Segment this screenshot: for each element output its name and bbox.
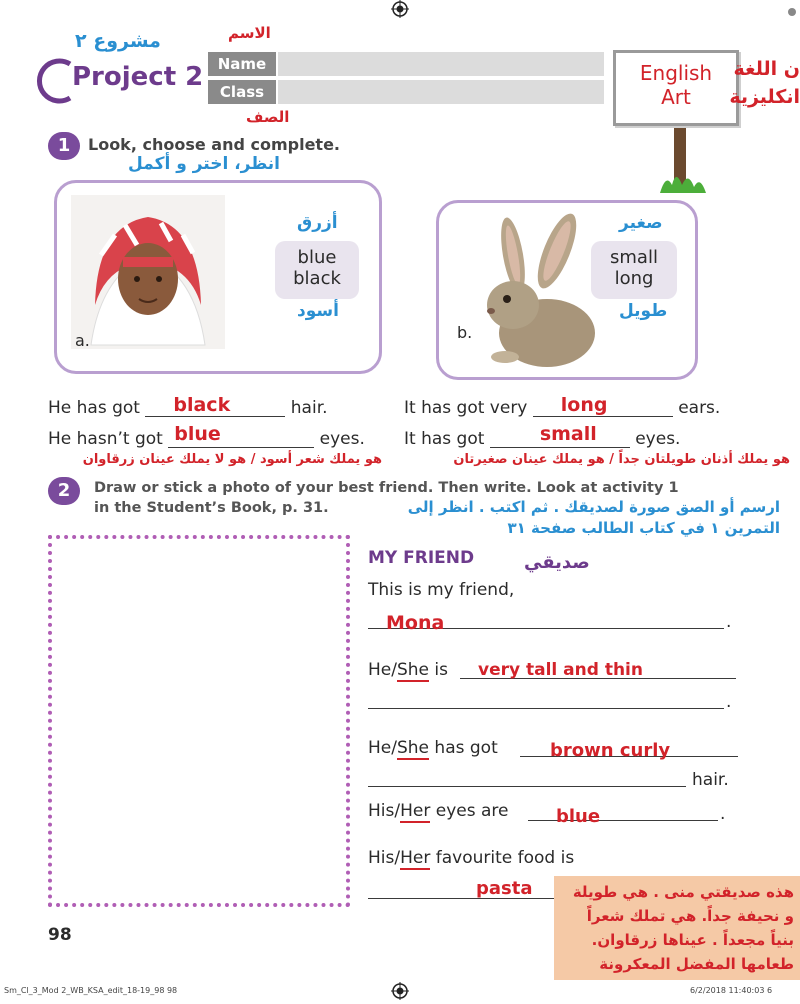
sentence-1-blank[interactable]	[145, 396, 285, 417]
sign-arabic-line1: ن اللغة	[733, 58, 800, 80]
friend-line-3-hair: hair.	[692, 770, 729, 790]
friend-line-5-her: Her	[400, 848, 431, 868]
project-title-ar: مشروع ٢	[75, 30, 161, 52]
activity-2-instruction-line2: in the Student’s Book, p. 31.	[94, 500, 329, 516]
card-a-options	[275, 241, 359, 299]
period-4: .	[720, 804, 726, 824]
activity-2-instruction-line1: Draw or stick a photo of your best friend. Then write. Look at activity 1	[94, 480, 679, 496]
card-b-arabic-top: صغير	[619, 213, 663, 233]
sentence-2-pre: He hasn’t got	[48, 429, 163, 449]
my-friend-heading-ar: صديقي	[524, 552, 590, 573]
friend-line-3-has-got: has got	[429, 738, 498, 758]
friend-line-3	[368, 738, 498, 758]
translation-left: هو يملك شعر أسود / هو لا يملك عينان زرقاوان	[82, 452, 382, 467]
sentence-2-post: eyes.	[319, 429, 365, 449]
card-b-option-long: long	[614, 268, 654, 289]
friend-line-3-she: She	[396, 738, 430, 758]
friend-line-5-favourite-food: favourite food is	[430, 848, 575, 868]
card-a-option-blue: blue	[297, 247, 337, 268]
sentence-4-answer: small	[539, 423, 597, 445]
friend-line-4-blank[interactable]	[528, 802, 718, 827]
friend-line-4-eyes-are: eyes are	[430, 801, 509, 821]
boy-photo	[71, 195, 225, 349]
friend-line-1-blank[interactable]	[368, 610, 724, 634]
photo-drop-area[interactable]	[48, 535, 350, 907]
sentence-4-post: eyes.	[635, 429, 681, 449]
sentence-2-blank[interactable]	[168, 423, 314, 448]
name-label-ar: الاسم	[228, 24, 271, 42]
activity-1-instruction: Look, choose and complete.	[88, 135, 340, 154]
friend-line-5-his: His/	[368, 848, 401, 868]
class-label-box: Class	[208, 80, 276, 104]
activity-1-instruction-ar: انظر، اختر و أكمل	[128, 154, 281, 174]
card-b-option-small: small	[610, 247, 658, 268]
friend-line-4-his: His/	[368, 801, 401, 821]
friend-line-1: This is my friend,	[368, 580, 515, 600]
card-b-arabic-bottom: طويل	[619, 301, 668, 321]
my-friend-heading: MY FRIEND	[368, 548, 475, 568]
friend-line-3-he: He/	[368, 738, 397, 758]
friend-line-4	[368, 801, 508, 821]
activity-2-instruction-ar-line2: التمرين ١ في كتاب الطالب صفحة ٣١	[507, 519, 780, 537]
file-info: Sm_Cl_3_Mod 2_WB_KSA_edit_18-19_98 98	[4, 986, 178, 995]
friend-line-5-blank[interactable]	[368, 880, 554, 899]
sentence-4-pre: It has got	[404, 429, 485, 449]
sentence-3-pre: It has got very	[404, 398, 528, 418]
registration-mark-bottom	[391, 982, 409, 1000]
friend-answer-hair: brown curly	[550, 740, 671, 761]
card-a-arabic-top: أزرق	[297, 213, 338, 233]
card-a-option-black: black	[293, 268, 341, 289]
class-field[interactable]	[278, 80, 604, 104]
sentence-1	[48, 396, 328, 418]
rabbit-photo	[465, 207, 601, 369]
sentence-1-answer: black	[173, 394, 231, 416]
page-number: 98	[48, 925, 72, 945]
friend-line-2-is: is	[429, 660, 448, 680]
class-label-ar: الصف	[246, 108, 290, 126]
sign-line-art: Art	[661, 85, 691, 109]
period-2: .	[726, 692, 732, 712]
friend-line-2-she: She	[396, 660, 430, 680]
friend-line-5	[368, 848, 574, 868]
project-title-badge	[42, 58, 207, 102]
friend-line-2-blank-2[interactable]	[368, 690, 724, 709]
friend-line-2-he: He/	[368, 660, 397, 680]
sentence-3-answer: long	[560, 394, 608, 416]
card-b-options	[591, 241, 677, 299]
translation-right: هو يملك أذنان طويلتان جداً / هو يملك عينان صغيرتان	[453, 452, 790, 467]
card-a	[54, 180, 382, 374]
activity-2-number: 2	[48, 477, 80, 505]
card-b	[436, 200, 698, 380]
friend-answer-eyes: blue	[556, 806, 601, 827]
friend-line-3-blank[interactable]	[520, 738, 738, 761]
english-art-sign	[610, 45, 740, 195]
period-1: .	[726, 612, 732, 632]
activity-1-number: 1	[48, 132, 80, 160]
friend-line-3-blank-2[interactable]	[368, 768, 686, 787]
friend-line-4-her: Her	[400, 801, 431, 821]
name-field[interactable]	[278, 52, 604, 76]
friend-line-2	[368, 660, 448, 680]
name-label-box: Name	[208, 52, 276, 76]
arabic-note-text: هذه صديقتي منى . هي طويلة و نحيفة جداً. هي تملك شعراً بنياً مجعداً . عيناها زرقاوان. طعامها المفضل المعكرونة	[572, 883, 794, 973]
project-title: Project 2	[72, 62, 204, 92]
registration-mark-top	[391, 0, 409, 18]
sign-line-english: English	[639, 61, 713, 85]
sentence-1-pre: He has got	[48, 398, 140, 418]
sentence-3	[404, 396, 720, 418]
arabic-note-box	[554, 876, 800, 980]
sentence-1-post: hair.	[290, 398, 328, 418]
activity-2-instruction-ar-line1: ارسم أو الصق صورة لصديقك . ثم اكتب . انظر إلى	[407, 498, 780, 516]
registration-mark-right	[785, 4, 799, 18]
sentence-3-blank[interactable]	[533, 396, 673, 417]
sentence-4-blank[interactable]	[490, 423, 630, 448]
card-a-letter: a.	[75, 331, 90, 350]
friend-line-2-blank[interactable]	[460, 660, 736, 679]
friend-answer-name: Mona	[386, 612, 445, 634]
card-b-letter: b.	[457, 323, 473, 342]
sentence-4	[404, 423, 681, 449]
friend-answer-food: pasta	[476, 878, 533, 899]
sentence-2	[48, 423, 365, 449]
card-a-arabic-bottom: أسود	[297, 301, 339, 321]
date-info: 6/2/2018 11:40:03 6	[690, 986, 773, 995]
sentence-2-answer: blue	[174, 423, 221, 445]
sign-arabic-line2: انكليزية	[729, 86, 800, 108]
friend-answer-description: very tall and thin	[478, 660, 643, 680]
sentence-3-post: ears.	[678, 398, 721, 418]
sign-board	[613, 50, 739, 126]
